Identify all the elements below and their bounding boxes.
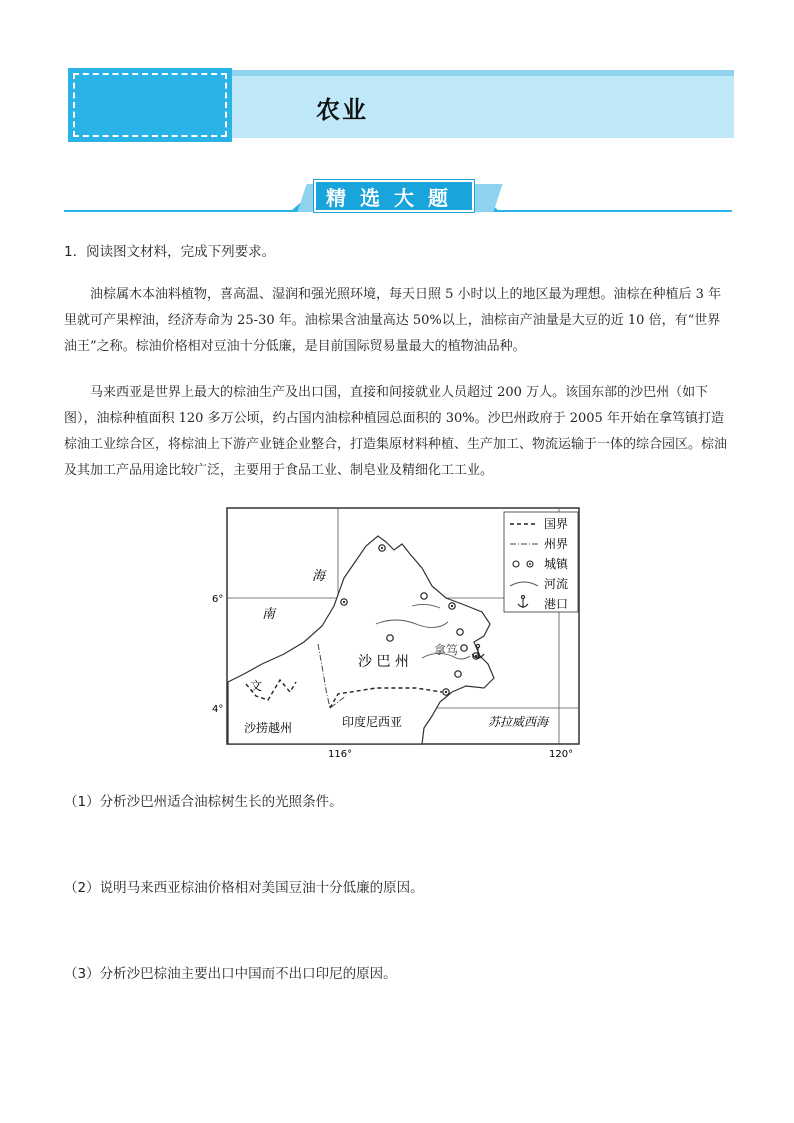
banner-bar [230,76,734,138]
legend-port: 港口 [544,597,569,611]
label-sarawak: 沙捞越州 [244,721,293,735]
town-marker [457,629,463,635]
question-intro: 1．阅读图文材料，完成下列要求。 [64,244,276,260]
banner-tab [68,68,232,142]
label-sabah: 沙 巴 州 [358,654,409,670]
tick-lon-116: 116° [328,749,353,760]
legend-state: 州界 [544,537,569,551]
page-banner [68,68,734,142]
material-paragraph-2: 马来西亚是世界上最大的棕油生产及出口国，直接和间接就业人员超过 200 万人。该国东部的沙巴州（如下图），油棕种植面积 120 多万公顷，约占国内油棕种植园总面积的 30%。沙巴州政府于 2005 年开始在拿笃镇打造棕油工业综合区，将棕油上下游产业链企业整合，打造集原材料种植、生产加工、物流运输于一体的综合园区。棕油及其加工产品用途比较广泛，主要用于食品工业、制皂业及精细化工工业。 [64,385,728,478]
town-marker-dot [451,605,453,607]
label-indonesia: 印度尼西亚 [342,715,403,729]
legend-town-symbol-dot [529,563,531,565]
banner-dashed-frame [73,73,227,137]
town-marker [455,671,461,677]
label-sea-2: 南 [262,607,276,622]
town-marker-dot [381,547,383,549]
legend-border: 国界 [544,517,569,531]
tick-lat-6: 6° [212,594,224,605]
town-marker [387,635,393,641]
tick-lat-4: 4° [212,704,224,715]
label-town: 拿笃 [434,643,459,657]
sabah-map [212,506,582,760]
label-sea-1: 海 [312,569,326,584]
section-header [64,178,732,214]
legend-river: 河流 [544,577,569,591]
town-marker-dot [445,691,447,693]
label-sulawesi-sea: 苏拉威西海 [488,715,549,729]
page-title: 农业 [316,96,368,124]
sub-question-2: （2）说明马来西亚棕油价格相对美国豆油十分低廉的原因。 [64,880,424,896]
legend-town: 城镇 [544,557,569,571]
section-label: 精选大题 [326,186,462,210]
town-marker [461,645,467,651]
town-marker [421,593,427,599]
sub-question-1: （1）分析沙巴州适合油棕树生长的光照条件。 [64,794,343,810]
legend-town-symbol [513,561,519,567]
label-brunei: 文 [250,679,263,693]
tick-lon-120: 120° [549,749,574,760]
material-paragraph-1: 油棕属木本油料植物，喜高温、湿润和强光照环境，每天日照 5 小时以上的地区最为理想。油棕在种植后 3 年里就可产果榨油，经济寿命为 25-30 年。油棕果含油量高达 50%以上，油棕亩产油量是大豆的近 10 倍，有“世界油王”之称。棕油价格相对豆油十分低廉，是目前国际贸易量最大的植物油品种。 [64,287,722,354]
sub-question-3: （3）分析沙巴棕油主要出口中国而不出口印尼的原因。 [64,966,397,982]
town-marker-dot [343,601,345,603]
